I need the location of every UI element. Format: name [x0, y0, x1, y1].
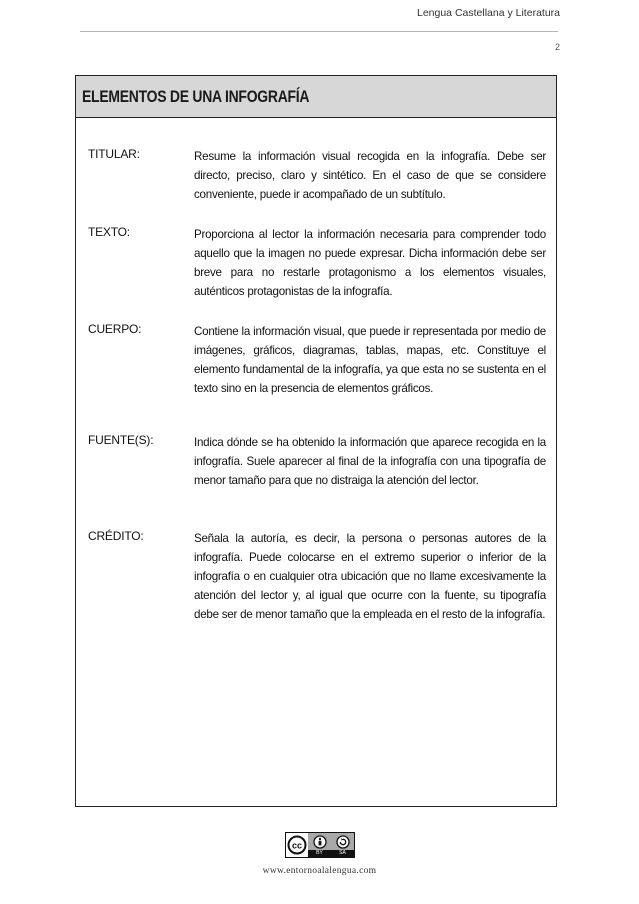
cc-badges: [308, 833, 354, 857]
entry-definition: Proporciona al lector la información necesaria para comprender todo aquello que la imagen no puede expresar. Dicha información debe ser breve para no restarle protagonismo a los elementos visuales, auténticos protagonistas de la infografía.: [194, 228, 546, 298]
cc-license-badge[interactable]: [285, 832, 355, 858]
entry-term: TEXTO:: [88, 225, 130, 239]
cc-logo-icon: [286, 833, 308, 857]
entry-term: CUERPO:: [88, 322, 142, 336]
attribution-icon: [313, 835, 327, 849]
cc-icons: [308, 833, 354, 850]
cc-labels: [308, 850, 354, 857]
box-title: ELEMENTOS DE UNA INFOGRAFÍA: [82, 86, 310, 106]
by-label: BY: [316, 850, 323, 856]
sa-label: SA: [339, 850, 346, 856]
content-box: [75, 75, 557, 807]
share-alike-icon: [336, 835, 350, 849]
entry-definition: Indica dónde se ha obtenido la información que aparece recogida en la infografía. Suele aparecer al final de la infografía con una tipografía de menor tamaño para que no distraiga la atención del lector.: [194, 436, 546, 487]
entry-definition: Contiene la información visual, que puede ir representada por medio de imágenes, gráficos, diagramas, tablas, mapas, etc. Constituye el elemento fundamental de la infografía, ya que esta no se sustenta en el texto sino en la presencia de elementos gráficos.: [194, 325, 546, 395]
svg-text:cc: cc: [291, 840, 303, 851]
header-rule: [80, 31, 558, 32]
header-subject: Lengua Castellana y Literatura: [416, 7, 560, 19]
entry-term: TITULAR:: [88, 147, 140, 161]
footer-url[interactable]: www.entornoalalengua.com: [262, 866, 377, 876]
entry-term: FUENTE(S):: [88, 433, 154, 447]
entry-term: CRÉDITO:: [88, 529, 144, 543]
entry-definition: Resume la información visual recogida en la infografía. Debe ser directo, preciso, claro y sintético. En el caso de que se considere conveniente, puede ir acompañado de un subtítulo.: [194, 150, 546, 201]
page-number: 2: [554, 42, 560, 52]
entry-definition: Señala la autoría, es decir, la persona o personas autores de la infografía. Puede colocarse en el extremo superior o inferior de la infografía o en cualquier otra ubicación que no llame excesivamente la atención del lector y, al igual que ocurre con la fuente, su tipografía debe ser de menor tamaño que la empleada en el resto de la infografía.: [194, 532, 546, 621]
box-title-bar: [76, 76, 556, 118]
